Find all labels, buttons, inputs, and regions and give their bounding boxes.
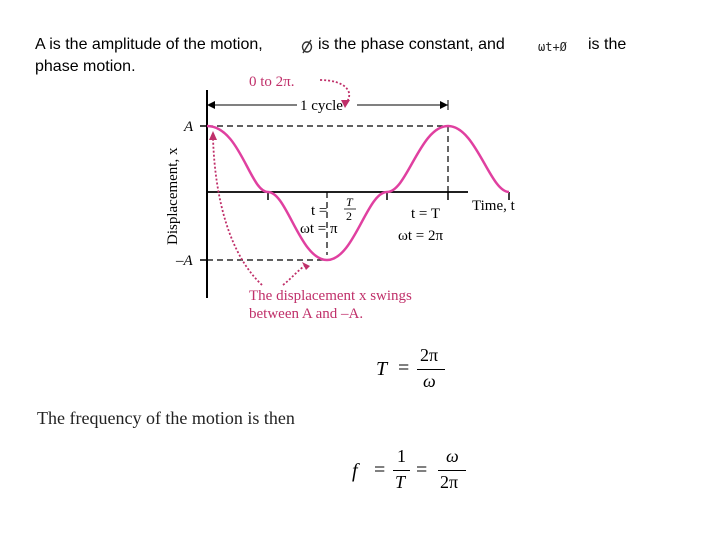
- label-wt-2pi: ωt = 2π: [398, 228, 444, 244]
- phase-range-label: 0 to 2π.: [249, 74, 295, 90]
- tick-label-minus-A: –A: [176, 253, 193, 269]
- x-axis-label: Time, t: [472, 198, 515, 214]
- intro-text-amplitude: A is the amplitude of the motion,: [35, 36, 263, 53]
- freq-denominator-2: 2π: [440, 472, 459, 492]
- freq-lhs: f: [352, 460, 358, 482]
- intro-text-is-the: is the: [588, 36, 627, 53]
- period-denominator: ω: [423, 371, 436, 391]
- label-t-eq: t =: [311, 203, 328, 219]
- label-t-T: t = T: [411, 206, 441, 222]
- period-lhs: T: [376, 358, 388, 380]
- displacement-curve: [207, 126, 509, 260]
- y-axis-label: Displacement, x: [165, 147, 181, 245]
- frequency-formula: [348, 446, 478, 498]
- intro-line-2: phase motion.: [35, 58, 136, 75]
- cycle-label: 1 cycle: [300, 98, 343, 114]
- label-wt-pi: ωt = π: [300, 221, 338, 237]
- freq-equals-2: =: [416, 459, 428, 481]
- intro-text-phase-constant: is the phase constant, and: [318, 36, 505, 53]
- freq-numerator-1: 1: [397, 446, 406, 466]
- label-T-num: T: [346, 195, 353, 209]
- swing-label-line-1: The displacement x swings: [249, 288, 412, 304]
- label-T-den: 2: [346, 209, 352, 223]
- period-formula: [370, 345, 450, 395]
- freq-numerator-2: ω: [446, 446, 459, 466]
- freq-denominator-1: T: [395, 472, 406, 492]
- omega-t-plus-phi-symbol: ωt+Ø: [538, 40, 567, 54]
- freq-equals-1: =: [374, 459, 386, 481]
- period-numerator: 2π: [420, 345, 439, 365]
- tick-label-A: A: [184, 119, 194, 135]
- swing-label-line-2: between A and –A.: [249, 306, 364, 322]
- period-equals: =: [398, 357, 410, 379]
- frequency-sentence: The frequency of the motion is then: [37, 408, 295, 428]
